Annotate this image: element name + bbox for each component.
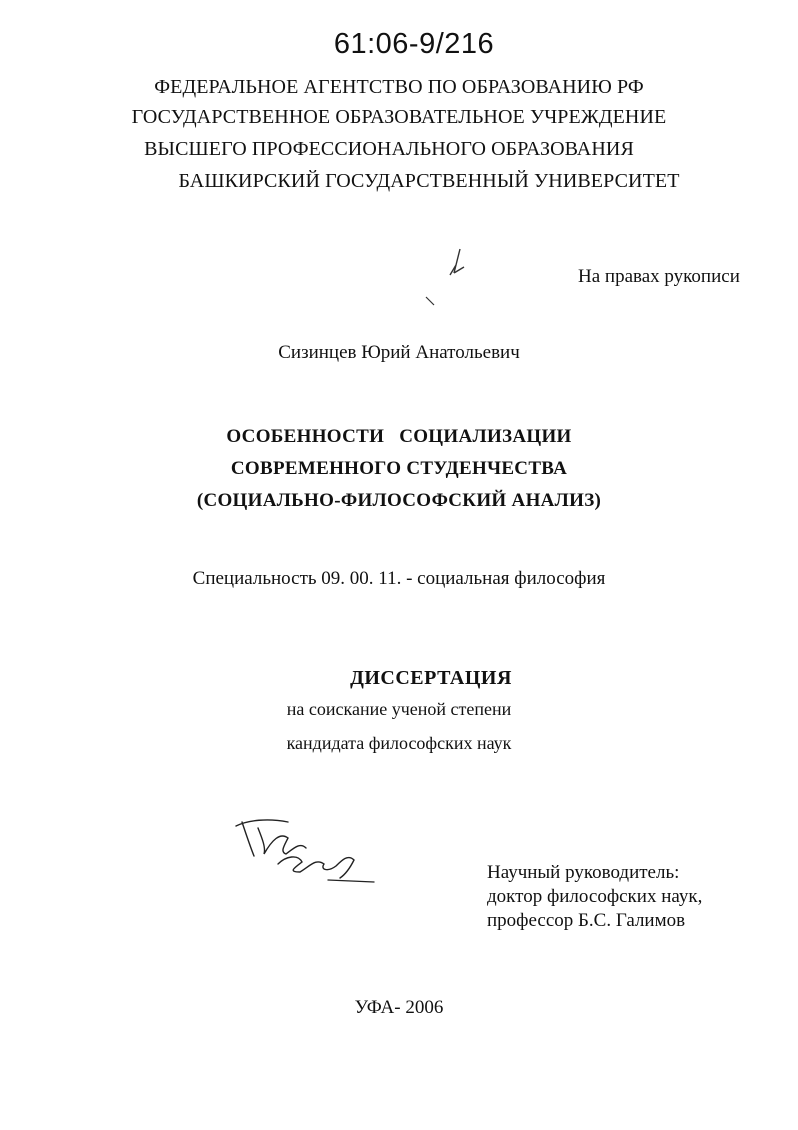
pen-mark <box>420 245 480 310</box>
institution-line-1: ФЕДЕРАЛЬНОЕ АГЕНТСТВО ПО ОБРАЗОВАНИЮ РФ <box>154 76 644 98</box>
supervisor-name: профессор Б.С. Галимов <box>487 910 686 931</box>
dissertation-heading: ДИССЕРТАЦИЯ <box>350 667 512 689</box>
city-year: УФА- 2006 <box>354 997 444 1018</box>
institution-line-3: ВЫСШЕГО ПРОФЕССИОНАЛЬНОГО ОБРАЗОВАНИЯ <box>144 138 634 160</box>
institution-line-4: БАШКИРСКИЙ ГОСУДАРСТВЕННЫЙ УНИВЕРСИТЕТ <box>178 170 680 192</box>
handwritten-signature <box>228 808 378 888</box>
rights-note: На правах рукописи <box>578 266 740 287</box>
title-line-3: (СОЦИАЛЬНО-ФИЛОСОФСКИЙ АНАЛИЗ) <box>196 490 602 511</box>
supervisor-degree: доктор философских наук, <box>487 886 703 907</box>
degree-line-2: кандидата философских наук <box>286 733 512 753</box>
supervisor-label: Научный руководитель: <box>487 862 680 883</box>
degree-line-1: на соискание ученой степени <box>286 699 512 719</box>
institution-line-2: ГОСУДАРСТВЕННОЕ ОБРАЗОВАТЕЛЬНОЕ УЧРЕЖДЕНИЕ <box>131 106 667 128</box>
title-line-1: ОСОБЕННОСТИ СОЦИАЛИЗАЦИИ <box>226 426 572 447</box>
title-line-2: СОВРЕМЕННОГО СТУДЕНЧЕСТВА <box>230 458 568 479</box>
catalog-number: 61:06-9/216 <box>333 28 495 60</box>
author-name: Сизинцев Юрий Анатольевич <box>278 342 520 363</box>
specialty: Специальность 09. 00. 11. - социальная философия <box>192 568 606 589</box>
